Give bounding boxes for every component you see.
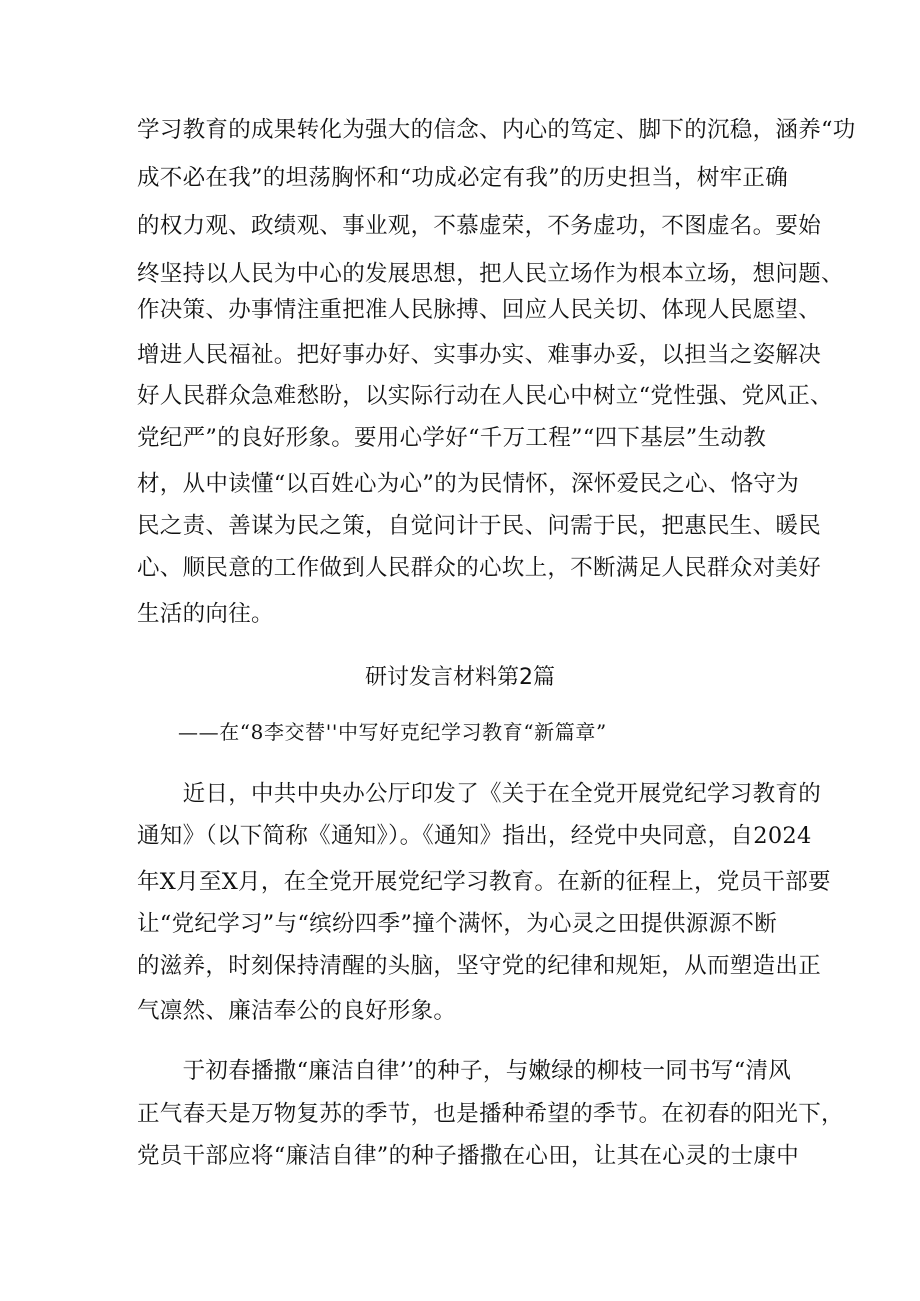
- text-line: 党员干部应将“廉洁自律”的种子播撒在心田，让其在心灵的士康中: [137, 1143, 800, 1169]
- text-line: 的权力观、政绩观、事业观，不慕虚荣，不务虚功，不图虚名。要始: [137, 213, 822, 239]
- text-line: 材，从中读懂“以百姓心为心”的为民情怀，深怀爱民之心、恪守为: [137, 471, 800, 497]
- text-line: 气凛然、廉洁奉公的良好形象。: [137, 998, 457, 1024]
- text-line: 好人民群众急难愁盼，以实际行动在人民心中树立“党性强、党风正、: [137, 383, 833, 409]
- text-line: 增进人民福祉。把好事办好、实事办实、难事办妥，以担当之姿解决: [137, 342, 822, 368]
- text-line: 通知》（以下简称《通知》）。《通知》指出，经党中央同意，自2024: [137, 823, 812, 849]
- text-line: 近日，中共中央办公厅印发了《关于在全党开展党纪学习教育的: [137, 781, 822, 807]
- text-line: 让“党纪学习”与“缤纷四季”撞个满怀，为心灵之田提供源源不断: [137, 911, 778, 937]
- section-title: 研讨发言材料第2篇: [365, 665, 555, 690]
- text-line: 年X月至X月，在全党开展党纪学习教育。在新的征程上，党员干部要: [137, 869, 831, 895]
- text-line: 成不必在我”的坦荡胸怀和“功成必定有我”的历史担当，树牢正确: [137, 165, 789, 191]
- text-line: 的滋养，时刻保持清醒的头脑，坚守党的纪律和规矩，从而塑造出正: [137, 953, 822, 979]
- text-line: 作决策、办事情注重把准人民脉搏、回应人民关切、体现人民愿望、: [137, 297, 822, 323]
- text-line: 终坚持以人民为中心的发展思想，把人民立场作为根本立场，想问题、: [137, 261, 844, 287]
- text-line: 党纪严”的良好形象。要用心学好“千万工程”“四下基层”生动教: [137, 425, 767, 451]
- text-line: 正气春天是万物复苏的季节，也是播种希望的季节。在初春的阳光下，: [137, 1101, 844, 1127]
- text-line: 心、顺民意的工作做到人民群众的心坎上，不断满足人民群众对美好: [137, 555, 822, 581]
- text-line: 于初春播撒“廉洁自律’’的种子，与嫩绿的柳枝一同书写“清风: [137, 1058, 792, 1084]
- text-line: 民之责、善谋为民之策，自觉问计于民、问需于民，把惠民生、暖民: [137, 513, 822, 539]
- text-line: 生活的向往。: [137, 601, 274, 627]
- text-line: 学习教育的成果转化为强大的信念、内心的笃定、脚下的沉稳，涵养“功: [137, 117, 856, 143]
- section-subtitle: ——在“8李交替''中写好克纪学习教育“新篇章”: [178, 720, 607, 744]
